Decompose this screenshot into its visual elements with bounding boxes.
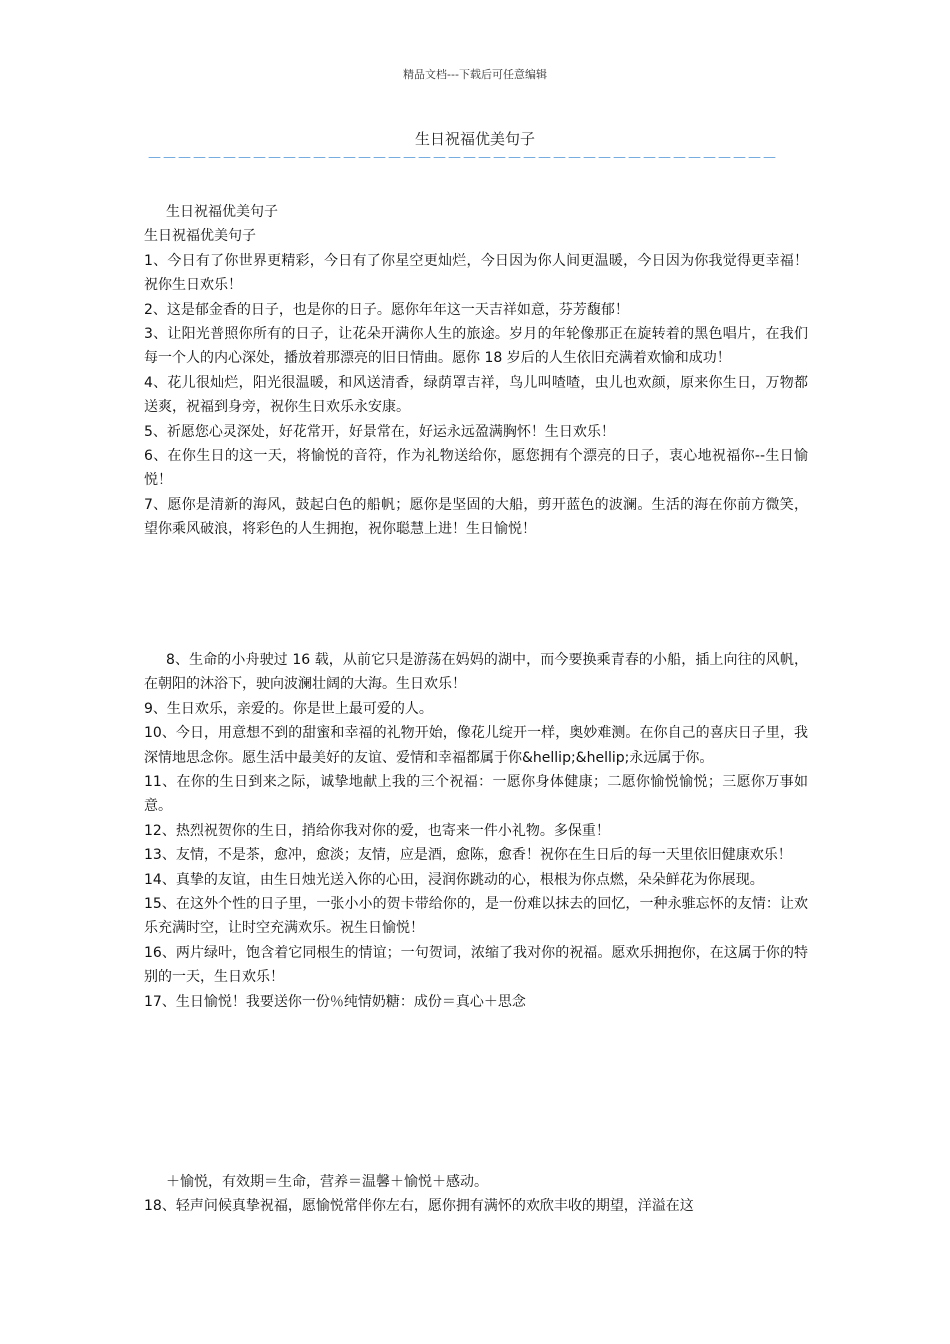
wish-item-17-continued: ＋愉悦，有效期＝生命，营养＝温馨＋愉悦＋感动。 [166,1174,488,1190]
wish-item-11: 11、在你的生日到来之际，诚挚地献上我的三个祝福：一愿你身体健康；二愿你愉悦愉悦；三愿你万事如意。 [144,774,808,815]
wish-item-5: 5、祈愿您心灵深处，好花常开，好景常在，好运永远盈满胸怀！生日欢乐！ [144,423,615,440]
wish-item-14: 14、真挚的友谊，由生日烛光送入你的心田，浸润你跳动的心，根根为你点燃，朵朵鲜花为你展现。 [144,871,764,888]
wish-item-2: 2、这是郁金香的日子，也是你的日子。愿你年年这一天吉祥如意，芬芳馥郁！ [144,301,629,318]
wish-item-4: 4、花儿很灿烂，阳光很温暖，和风送清香，绿荫罩吉祥，鸟儿叫喳喳，虫儿也欢颜，原来你生日，万物都送爽，祝福到身旁，祝你生日欢乐永安康。 [144,374,808,416]
wish-item-15: 15、在这外个性的日子里，一张小小的贺卡带给你的，是一份难以抹去的回忆，一种永骓忘怀的友情：让欢乐充满时空，让时空充满欢乐。祝生日愉悦！ [144,896,808,937]
wish-item-3: 3、让阳光普照你所有的日子，让花朵开满你人生的旅途。岁月的年轮像那正在旋转着的黑色唱片，在我们每一个人的内心深处，播放着那漂亮的旧日情曲。愿你 18 岁后的人生依旧充满着欢愉和成功！ [144,326,808,367]
wish-item-18: 18、轻声问候真挚祝福，愿愉悦常伴你左右，愿你拥有满怀的欢欣丰收的期望，洋溢在这 [144,1198,694,1215]
wish-item-6: 6、在你生日的这一天，将愉悦的音符，作为礼物送给你，愿您拥有个漂亮的日子，衷心地祝福你--生日愉悦！ [144,448,808,489]
page-block-3 [144,1170,808,1219]
wish-item-12: 12、热烈祝贺你的生日，捎给你我对你的爱，也寄来一件小礼物。多保重！ [144,822,610,839]
wish-item-9: 9、生日欢乐，亲爱的。你是世上最可爱的人。 [144,700,433,717]
wish-item-17: 17、生日愉悦！我要送你一份％纯情奶糖：成份＝真心＋思念 [144,993,526,1010]
document-title: 生日祝福优美句子 [414,130,535,148]
page-block-1 [144,200,808,542]
subheading: 生日祝福优美句子 [144,228,256,245]
page-block-2 [144,648,808,1014]
wish-item-7: 7、愿你是清新的海风，鼓起白色的船帆；愿你是坚固的大船，剪开蓝色的波澜。生活的海在你前方微笑，望你乘风破浪，将彩色的人生拥抱，祝你聪慧上进！生日愉悦！ [144,496,808,538]
wish-item-10: 10、今日，用意想不到的甜蜜和幸福的礼物开始，像花儿绽开一样，奥妙难测。在你自己的喜庆日子里，我深情地思念你。愿生活中最美好的友谊、爱情和幸福都属于你&hellip;&hellip;永远属于你。 [144,725,808,766]
header-note: 精品文档---下载后可任意编辑 [403,68,547,81]
title-divider: —————————————————————————————————————————— [148,150,778,164]
wish-item-16: 16、两片绿叶，饱含着它同根生的情谊；一句贺词，浓缩了我对你的祝福。愿欢乐拥抱你，在这属于你的特别的一天，生日欢乐！ [144,944,808,986]
wish-item-13: 13、友情，不是茶，愈冲，愈淡；友情，应是酒，愈陈，愈香！祝你在生日后的每一天里依旧健康欢乐！ [144,847,792,864]
section-heading: 生日祝福优美句子 [166,204,278,220]
wish-item-1: 1、今日有了你世界更精彩，今日有了你星空更灿烂，今日因为你人间更温暖，今日因为你我觉得更幸福！祝你生日欢乐！ [144,252,808,294]
wish-item-8: 8、生命的小舟驶过 16 载，从前它只是游荡在妈妈的湖中，而今要换乘青春的小船，插上向往的风帆，在朝阳的沐浴下，驶向波澜壮阔的大海。生日欢乐！ [144,652,808,693]
